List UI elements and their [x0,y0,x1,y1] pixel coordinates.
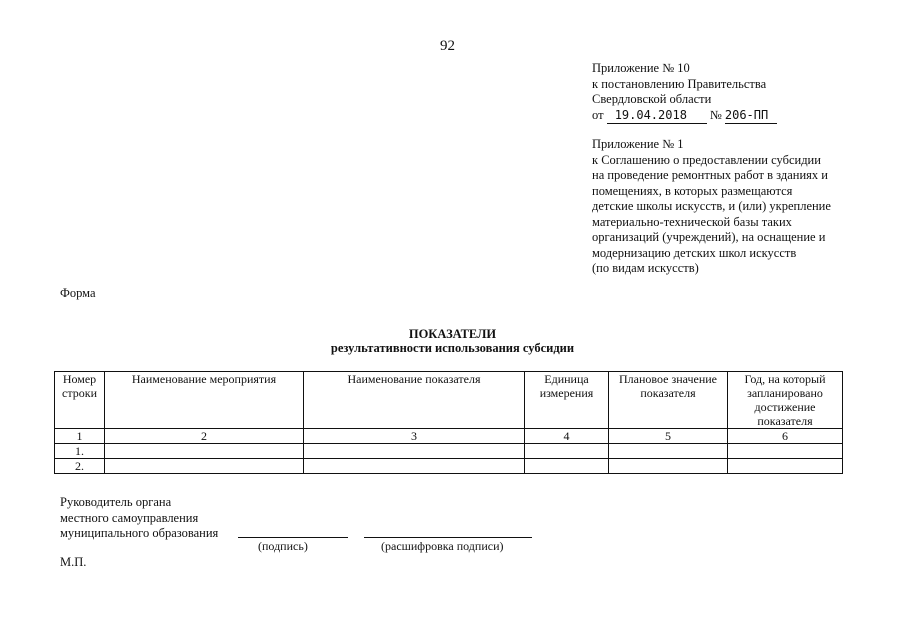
decoding-caption: (расшифровка подписи) [381,539,504,553]
appendix-1-line: на проведение ремонтных работ в зданиях и [592,168,828,182]
appendix-1-line: организаций (учреждений), на оснащение и [592,230,826,244]
row-number-cell: 2. [55,459,105,474]
header-activity-name: Наименование мероприятия [105,372,304,429]
header-indicator-name: Наименование показателя [304,372,525,429]
table-row [55,459,843,474]
signature-caption: (подпись) [258,539,308,553]
appendix-1-line: детские школы искусств, и (или) укрепление [592,199,831,213]
column-number: 2 [105,429,304,444]
column-number: 3 [304,429,525,444]
resolution-date: 19.04.2018 [607,108,707,125]
column-number: 5 [609,429,728,444]
appendix-1-line: Приложение № 1 [592,137,684,151]
table-cell [609,459,728,474]
appendix-1-line: модернизацию детских школ искусств [592,245,797,260]
appendix-10-block [592,61,777,124]
signatory-block [60,495,218,542]
table-cell [105,459,304,474]
header-unit: Единица измерения [525,372,609,429]
appendix-1-block [592,137,831,277]
table-cell [525,459,609,474]
appendix-1-line: к Соглашению о предоставлении субсидии [592,152,821,167]
date-prefix: от [592,107,604,122]
signature-line [238,537,348,538]
appendix-10-line3: Свердловской области [592,92,712,106]
appendix-10-line1: Приложение № 10 [592,61,690,75]
form-label: Форма [60,286,96,300]
appendix-10-date-line [592,108,777,125]
table-header-row [55,372,843,429]
table-cell [728,444,843,459]
document-subtitle: результативности использования субсидии [330,341,575,355]
signatory-line: местного самоуправления [60,510,199,525]
document-title: ПОКАЗАТЕЛИ [408,327,497,341]
appendix-10-line2: к постановлению Правительства [592,76,767,91]
page-number: 92 [440,38,455,54]
appendix-1-line: помещениях, в которых размещаются [592,183,793,198]
column-number: 6 [728,429,843,444]
table-row [55,444,843,459]
number-prefix: № [709,107,722,122]
signatory-line: Руководитель органа [60,495,172,509]
header-row-number: Номер строки [55,372,105,429]
header-planned-value: Плановое значение показателя [609,372,728,429]
column-number: 4 [525,429,609,444]
indicators-table [54,371,843,474]
column-number: 1 [55,429,105,444]
table-cell [105,444,304,459]
appendix-1-line: (по видам искусств) [592,261,699,275]
stamp-place: М.П. [60,555,87,569]
table-cell [304,459,525,474]
signature-decoding-line [364,537,532,538]
row-number-cell: 1. [55,444,105,459]
appendix-1-line: материально-технической базы таких [592,214,792,229]
resolution-number: 206-ПП [725,108,777,125]
table-cell [609,444,728,459]
signatory-line: муниципального образования [60,526,219,540]
table-cell [304,444,525,459]
table-cell [525,444,609,459]
table-cell [728,459,843,474]
column-numbering-row [55,429,843,444]
header-target-year: Год, на который запланировано достижение показателя [728,372,843,429]
